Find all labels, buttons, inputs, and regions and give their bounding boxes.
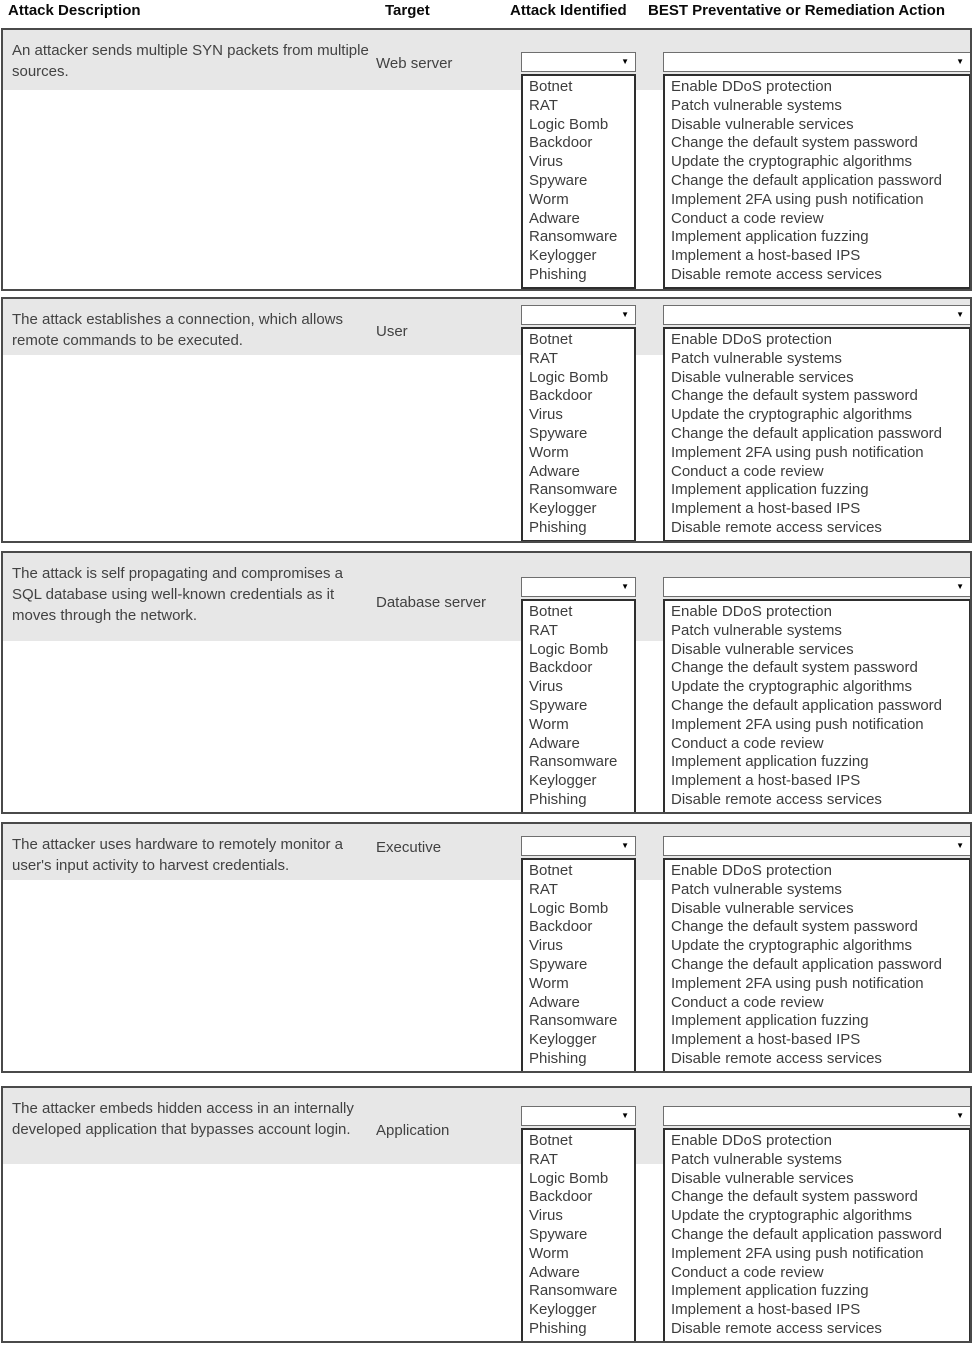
- list-option[interactable]: Enable DDoS protection: [671, 1132, 832, 1149]
- list-option[interactable]: Worm: [529, 1244, 569, 1262]
- list-option[interactable]: RAT: [529, 96, 558, 114]
- selected-value: [664, 1107, 970, 1109]
- list-option[interactable]: Implement a host-based IPS: [671, 500, 861, 518]
- list-option[interactable]: Ransomware: [529, 481, 618, 499]
- table-header-row: [0, 0, 973, 28]
- list-option[interactable]: Botnet: [529, 1132, 573, 1149]
- list-option[interactable]: Patch vulnerable systems: [671, 880, 842, 898]
- attack-row-4: [1, 822, 972, 1073]
- list-option[interactable]: Implement application fuzzing: [671, 481, 869, 499]
- list-option[interactable]: Implement application fuzzing: [671, 228, 869, 246]
- list-option[interactable]: Adware: [529, 462, 580, 480]
- attack-row-3: [1, 551, 972, 814]
- list-option[interactable]: Backdoor: [529, 1188, 593, 1206]
- list-option[interactable]: Conduct a code review: [671, 1263, 824, 1281]
- list-option[interactable]: Implement a host-based IPS: [671, 1301, 861, 1319]
- chevron-down-icon: ▼: [621, 582, 629, 591]
- attack-options-listbox: [521, 74, 636, 289]
- attack-identified-select[interactable]: [521, 577, 636, 597]
- list-option[interactable]: Logic Bomb: [529, 1169, 609, 1187]
- column-header-attack-identified: Attack Identified: [510, 2, 627, 19]
- list-option[interactable]: Implement 2FA using push notification: [671, 974, 924, 992]
- list-option[interactable]: Change the default application password: [671, 424, 943, 442]
- list-option[interactable]: Spyware: [529, 171, 588, 189]
- list-option[interactable]: Disable vulnerable services: [671, 1169, 854, 1187]
- list-option[interactable]: Change the default system password: [671, 1188, 918, 1206]
- attack-description-text: The attacker embeds hidden access in an internally developed application that bypasses account login.: [12, 1100, 354, 1138]
- remediation-action-select[interactable]: [663, 52, 971, 72]
- list-option[interactable]: Enable DDoS protection: [671, 603, 832, 620]
- list-option[interactable]: Botnet: [529, 78, 573, 95]
- list-option[interactable]: Enable DDoS protection: [671, 862, 832, 879]
- attack-options-listbox: [521, 1128, 636, 1343]
- target-label: Web server: [376, 55, 453, 72]
- list-option[interactable]: Adware: [529, 1263, 580, 1281]
- list-option[interactable]: Virus: [529, 937, 563, 955]
- remediation-action-select[interactable]: [663, 1106, 971, 1126]
- list-option[interactable]: Phishing: [529, 518, 587, 536]
- selected-value: [664, 306, 970, 308]
- list-option[interactable]: Implement a host-based IPS: [671, 1031, 861, 1049]
- list-option[interactable]: Disable vulnerable services: [671, 115, 854, 133]
- chevron-down-icon: ▼: [621, 57, 629, 66]
- list-option[interactable]: Disable remote access services: [671, 1319, 882, 1337]
- target-label: Application: [376, 1122, 450, 1139]
- column-header-best-action: BEST Preventative or Remediation Action: [648, 2, 946, 19]
- list-option[interactable]: Disable remote access services: [671, 518, 882, 536]
- list-option[interactable]: Disable vulnerable services: [671, 640, 854, 658]
- chevron-down-icon: ▼: [621, 1111, 629, 1120]
- chevron-down-icon: ▼: [956, 841, 964, 850]
- column-header-target: Target: [385, 2, 430, 19]
- selected-value: [664, 837, 970, 839]
- action-options-listbox: [663, 327, 971, 542]
- remediation-action-select[interactable]: [663, 836, 971, 856]
- list-option[interactable]: Phishing: [529, 1049, 587, 1067]
- action-options-listbox: [663, 599, 971, 814]
- list-option[interactable]: Spyware: [529, 955, 588, 973]
- list-option[interactable]: Adware: [529, 993, 580, 1011]
- attack-row-1: [1, 28, 972, 291]
- list-option[interactable]: Change the default application password: [671, 1225, 943, 1243]
- list-option[interactable]: Adware: [529, 734, 580, 752]
- list-option[interactable]: Update the cryptographic algorithms: [671, 1207, 912, 1225]
- list-option[interactable]: Patch vulnerable systems: [671, 96, 842, 114]
- chevron-down-icon: ▼: [956, 310, 964, 319]
- list-option[interactable]: Virus: [529, 406, 563, 424]
- action-options-listbox: [663, 858, 971, 1073]
- action-options-listbox: [663, 74, 971, 289]
- list-option[interactable]: Update the cryptographic algorithms: [671, 678, 912, 696]
- remediation-action-select[interactable]: [663, 577, 971, 597]
- list-option[interactable]: Keylogger: [529, 500, 597, 518]
- chevron-down-icon: ▼: [956, 1111, 964, 1120]
- attack-row-2: [1, 297, 972, 543]
- attack-description-text: The attack is self propagating and compromises a SQL database using well-known credentials as it moves through the network.: [12, 565, 344, 624]
- list-option[interactable]: Enable DDoS protection: [671, 331, 832, 348]
- list-option[interactable]: Enable DDoS protection: [671, 78, 832, 95]
- list-option[interactable]: Logic Bomb: [529, 368, 609, 386]
- list-option[interactable]: Spyware: [529, 696, 588, 714]
- list-option[interactable]: Implement application fuzzing: [671, 1282, 869, 1300]
- list-option[interactable]: Ransomware: [529, 753, 618, 771]
- list-option[interactable]: Implement application fuzzing: [671, 753, 869, 771]
- list-option[interactable]: Worm: [529, 190, 569, 208]
- chevron-down-icon: ▼: [956, 582, 964, 591]
- selected-value: [522, 53, 635, 55]
- list-option[interactable]: Ransomware: [529, 1012, 618, 1030]
- list-option[interactable]: Worm: [529, 974, 569, 992]
- list-option[interactable]: Conduct a code review: [671, 734, 824, 752]
- attack-identified-select[interactable]: [521, 52, 636, 72]
- list-option[interactable]: Disable remote access services: [671, 790, 882, 808]
- list-option[interactable]: Logic Bomb: [529, 899, 609, 917]
- list-option[interactable]: Patch vulnerable systems: [671, 621, 842, 639]
- chevron-down-icon: ▼: [621, 310, 629, 319]
- column-header-attack-description: Attack Description: [8, 2, 141, 19]
- list-option[interactable]: Change the default system password: [671, 918, 918, 936]
- list-option[interactable]: Backdoor: [529, 134, 593, 152]
- target-label: Database server: [376, 594, 487, 611]
- list-option[interactable]: RAT: [529, 1150, 558, 1168]
- remediation-action-select[interactable]: [663, 305, 971, 325]
- list-option[interactable]: Phishing: [529, 1319, 587, 1337]
- list-option[interactable]: Virus: [529, 1207, 563, 1225]
- list-option[interactable]: Backdoor: [529, 659, 593, 677]
- list-option[interactable]: Implement a host-based IPS: [671, 772, 861, 790]
- list-option[interactable]: Spyware: [529, 424, 588, 442]
- attack-identified-select[interactable]: [521, 836, 636, 856]
- list-option[interactable]: Botnet: [529, 862, 573, 879]
- list-option[interactable]: Change the default system password: [671, 134, 918, 152]
- attack-identified-select[interactable]: [521, 1106, 636, 1126]
- list-option[interactable]: Patch vulnerable systems: [671, 349, 842, 367]
- selected-value: [522, 578, 635, 580]
- attack-identified-select[interactable]: [521, 305, 636, 325]
- list-option[interactable]: Worm: [529, 715, 569, 733]
- list-option[interactable]: Backdoor: [529, 918, 593, 936]
- chevron-down-icon: ▼: [621, 841, 629, 850]
- list-option[interactable]: Phishing: [529, 265, 587, 283]
- list-option[interactable]: Update the cryptographic algorithms: [671, 937, 912, 955]
- list-option[interactable]: Virus: [529, 153, 563, 171]
- selected-value: [664, 578, 970, 580]
- list-option[interactable]: Ransomware: [529, 228, 618, 246]
- list-option[interactable]: Botnet: [529, 331, 573, 348]
- action-options-listbox: [663, 1128, 971, 1343]
- list-option[interactable]: Worm: [529, 443, 569, 461]
- list-option[interactable]: Logic Bomb: [529, 115, 609, 133]
- selected-value: [522, 306, 635, 308]
- attack-row-5: [1, 1086, 972, 1343]
- selected-value: [664, 53, 970, 55]
- list-option[interactable]: Keylogger: [529, 1301, 597, 1319]
- target-label: Executive: [376, 839, 442, 856]
- attack-options-listbox: [521, 599, 636, 814]
- list-option[interactable]: Backdoor: [529, 387, 593, 405]
- attack-description-text: An attacker sends multiple SYN packets from multiple sources.: [12, 42, 369, 80]
- list-option[interactable]: Update the cryptographic algorithms: [671, 406, 912, 424]
- list-option[interactable]: Disable remote access services: [671, 265, 882, 283]
- list-option[interactable]: Implement 2FA using push notification: [671, 715, 924, 733]
- list-option[interactable]: Phishing: [529, 790, 587, 808]
- list-option[interactable]: Update the cryptographic algorithms: [671, 153, 912, 171]
- list-option[interactable]: Change the default system password: [671, 659, 918, 677]
- list-option[interactable]: Conduct a code review: [671, 209, 824, 227]
- selected-value: [522, 1107, 635, 1109]
- list-option[interactable]: Disable remote access services: [671, 1049, 882, 1067]
- list-option[interactable]: Implement application fuzzing: [671, 1012, 869, 1030]
- list-option[interactable]: Change the default application password: [671, 696, 943, 714]
- list-option[interactable]: Disable vulnerable services: [671, 368, 854, 386]
- list-option[interactable]: Botnet: [529, 603, 573, 620]
- list-option[interactable]: Change the default system password: [671, 387, 918, 405]
- list-option[interactable]: Keylogger: [529, 772, 597, 790]
- target-label: User: [376, 323, 408, 340]
- list-option[interactable]: RAT: [529, 349, 558, 367]
- selected-value: [522, 837, 635, 839]
- chevron-down-icon: ▼: [956, 57, 964, 66]
- list-option[interactable]: Change the default application password: [671, 171, 943, 189]
- attack-description-text: The attacker uses hardware to remotely monitor a user's input activity to harvest credentials.: [12, 836, 343, 874]
- list-option[interactable]: Conduct a code review: [671, 993, 824, 1011]
- list-option[interactable]: Logic Bomb: [529, 640, 609, 658]
- list-option[interactable]: Adware: [529, 209, 580, 227]
- list-option[interactable]: Keylogger: [529, 1031, 597, 1049]
- list-option[interactable]: Patch vulnerable systems: [671, 1150, 842, 1168]
- list-option[interactable]: Keylogger: [529, 247, 597, 265]
- list-option[interactable]: Implement 2FA using push notification: [671, 1244, 924, 1262]
- list-option[interactable]: RAT: [529, 880, 558, 898]
- list-option[interactable]: Virus: [529, 678, 563, 696]
- attack-options-listbox: [521, 327, 636, 542]
- attack-options-listbox: [521, 858, 636, 1073]
- list-option[interactable]: Spyware: [529, 1225, 588, 1243]
- list-option[interactable]: Implement a host-based IPS: [671, 247, 861, 265]
- list-option[interactable]: Implement 2FA using push notification: [671, 190, 924, 208]
- list-option[interactable]: Implement 2FA using push notification: [671, 443, 924, 461]
- list-option[interactable]: Change the default application password: [671, 955, 943, 973]
- list-option[interactable]: Conduct a code review: [671, 462, 824, 480]
- list-option[interactable]: Ransomware: [529, 1282, 618, 1300]
- list-option[interactable]: Disable vulnerable services: [671, 899, 854, 917]
- attack-description-text: The attack establishes a connection, which allows remote commands to be executed.: [12, 311, 344, 349]
- list-option[interactable]: RAT: [529, 621, 558, 639]
